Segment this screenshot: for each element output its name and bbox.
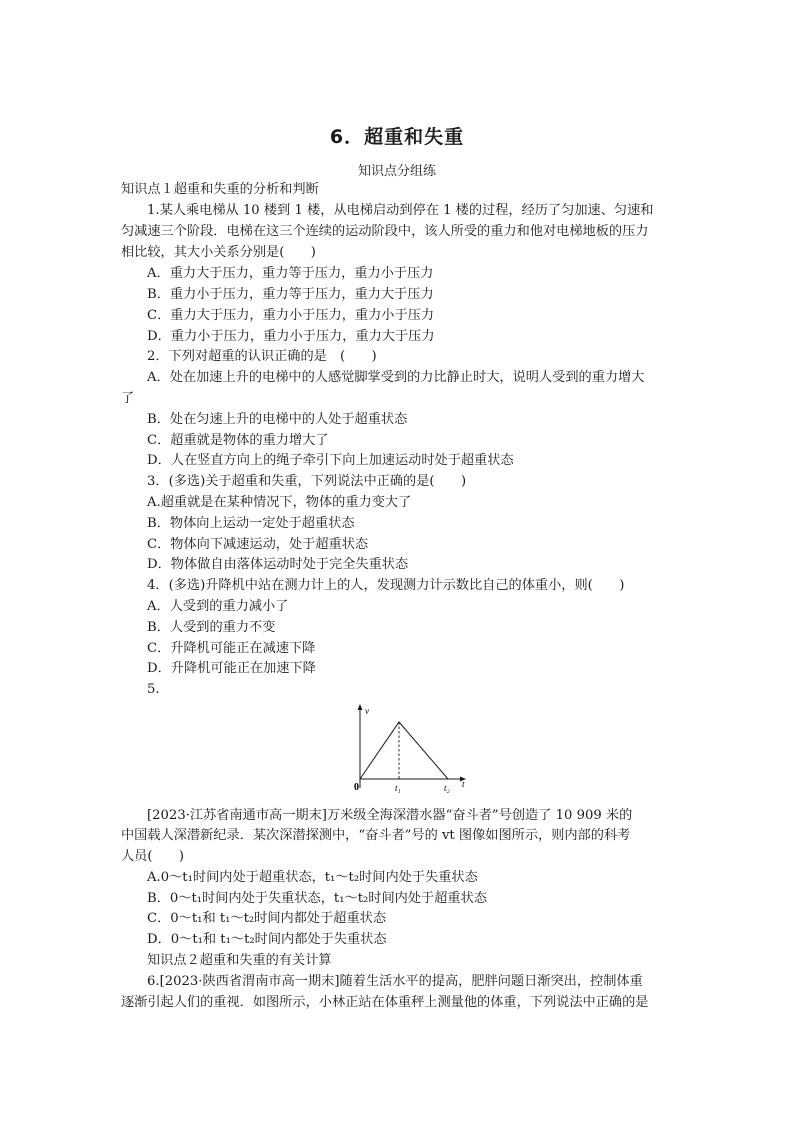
knowledge-point-1-heading: 知识点１超重和失重的分析和判断: [121, 182, 319, 197]
question-3-option-c: C．物体向下减速运动，处于超重状态: [147, 537, 369, 552]
question-3-text: 3．(多选)关于超重和失重，下列说法中正确的是( ): [147, 474, 467, 489]
velocity-curve: [360, 722, 448, 779]
question-3-option-a: A.超重就是在某种情况下，物体的重力变大了: [147, 495, 412, 510]
question-1-text-line: 相比较，其大小关系分别是( ): [121, 245, 316, 260]
question-2-text: 2．下列对超重的认识正确的是 ( ): [147, 349, 377, 364]
question-1-option-d: D．重力小于压力，重力小于压力，重力大于压力: [147, 329, 435, 344]
question-4-option-a: A．人受到的重力减小了: [147, 599, 289, 614]
origin-label: 0: [354, 782, 359, 793]
question-2-option-c: C．超重就是物体的重力增大了: [147, 433, 329, 448]
question-5-text-line: 人员( ): [121, 849, 185, 864]
question-5-option-b: B．0～t₁时间内处于失重状态，t₁～t₂时间内处于超重状态: [147, 891, 487, 906]
section-subtitle: 知识点分组练: [357, 164, 436, 179]
v-axis-label: v: [365, 706, 369, 716]
t2-label: t₂: [444, 783, 450, 793]
question-5-option-c: C．0～t₁和 t₁～t₂时间内都处于超重状态: [147, 911, 387, 926]
question-3-option-d: D．物体做自由落体运动时处于完全失重状态: [147, 557, 409, 572]
page-title: 6．超重和失重: [329, 126, 465, 148]
question-5-option-a: A.0～t₁时间内处于超重状态，t₁～t₂时间内处于失重状态: [147, 870, 478, 885]
question-1-option-a: A．重力大于压力，重力等于压力，重力小于压力: [147, 266, 434, 281]
v-axis-arrow-icon: [358, 704, 363, 710]
knowledge-point-2-heading: 知识点２超重和失重的有关计算: [147, 953, 332, 968]
question-2-option-a: A．处在加速上升的电梯中的人感觉脚掌受到的力比静止时大，说明人受到的重力增大: [147, 370, 645, 385]
question-5-option-d: D．0～t₁和 t₁～t₂时间内都处于失重状态: [147, 932, 387, 947]
question-5-number: 5.: [147, 682, 160, 697]
question-5-text-line: [2023·江苏省南通市高一期末]万米级全海深潜水器“奋斗者”号创造了 10 909 米的: [147, 808, 633, 823]
question-4-text: 4．(多选)升降机中站在测力计上的人，发现测力计示数比自己的体重小，则( ): [147, 578, 625, 593]
question-6-text-line: 逐渐引起人们的重视．如图所示，小林正站在体重秤上测量他的体重，下列说法中正确的是: [121, 995, 649, 1010]
question-2-option-a-wrap: 了: [121, 391, 135, 406]
t1-label: t₁: [395, 783, 401, 793]
vt-graph-svg: [340, 700, 480, 800]
question-2-option-d: D．人在竖直方向上的绳子牵引下向上加速运动时处于超重状态: [147, 453, 514, 468]
question-6-text-line: 6.[2023·陕西省渭南市高一期末]随着生活水平的提高，肥胖问题日渐突出，控制体重: [147, 974, 643, 989]
question-3-option-b: B．物体向上运动一定处于超重状态: [147, 516, 355, 531]
question-5-text-line: 中国载人深潜新纪录．某次深潜探测中，“奋斗者”号的 vt 图像如图所示，则内部的科考: [121, 828, 631, 843]
question-4-option-c: C．升降机可能正在减速下降: [147, 641, 316, 656]
question-1-text-line: 匀减速三个阶段．电梯在这三个连续的运动阶段中，该人所受的重力和他对电梯地板的压力: [121, 224, 649, 239]
question-1-option-b: B．重力小于压力，重力等于压力，重力大于压力: [147, 287, 434, 302]
t-axis-label: t: [462, 779, 465, 789]
question-4-option-d: D．升降机可能正在加速下降: [147, 661, 316, 676]
velocity-time-graph: [340, 700, 480, 800]
question-1-text-line: 1.某人乘电梯从 10 楼到 1 楼，从电梯启动到停在 1 楼的过程，经历了匀加速、匀速和: [147, 203, 654, 218]
question-2-option-b: B．处在匀速上升的电梯中的人处于超重状态: [147, 412, 408, 427]
question-1-option-c: C．重力大于压力，重力小于压力，重力小于压力: [147, 308, 435, 323]
question-4-option-b: B．人受到的重力不变: [147, 620, 276, 635]
